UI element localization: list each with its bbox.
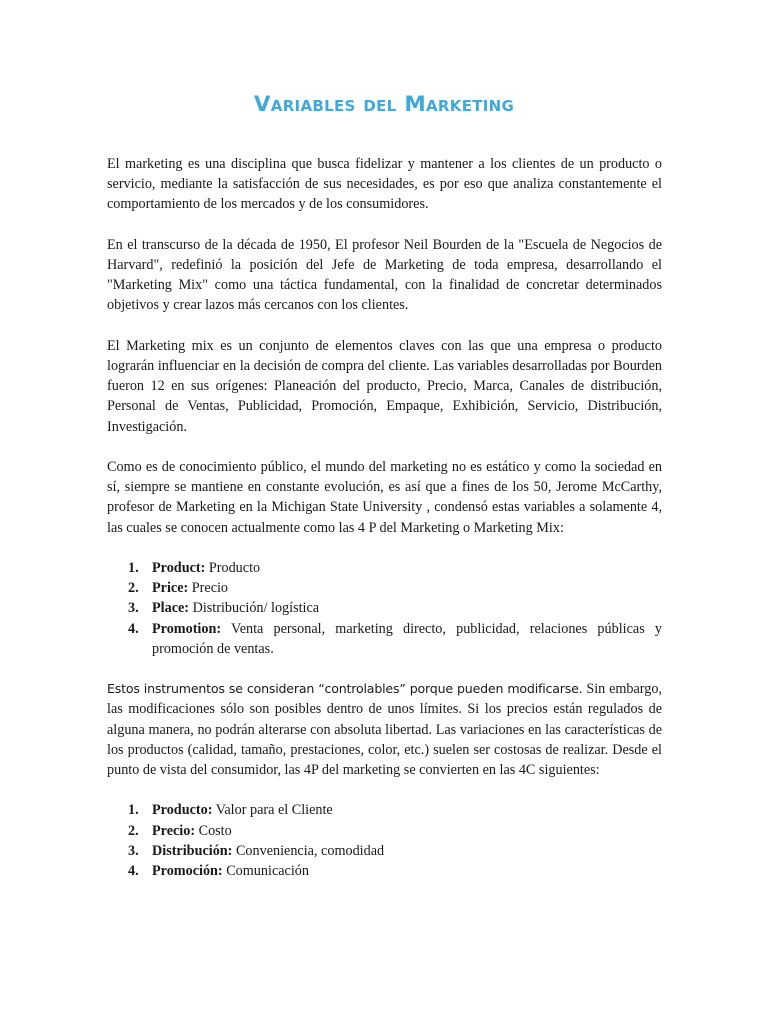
list-item <box>128 861 662 881</box>
list-term: Promotion: <box>152 620 222 637</box>
paragraph-controllable-rest: Sin embargo, las modificaciones sólo son posibles dentro de unos límites. Si los precios están regulados de alguna manera, no podrán alterarse con absoluta libertad. Las variaciones en las características de los productos (calidad, tamaño, prestaciones, color, etc.) suelen ser costosas de realizar. Desde el punto de vista del consumidor, las 4P del marketing se convierten en las 4C siguientes: <box>107 681 663 779</box>
list-number: 2. <box>128 580 139 597</box>
paragraph-marketing-mix: El Marketing mix es un conjunto de elementos claves con las que una empresa o producto lograrán influenciar en la decisión de compra del cliente. Las variables desarrolladas por Bourden fueron 12 en sus orígenes: Planeación del producto, Precio, Marca, Canales de distribución, Personal de Ventas, Publicidad, Promoción, Empaque, Exhibición, Servicio, Distribución, Investigación. <box>107 337 662 435</box>
list-number: 4. <box>128 620 139 637</box>
list-4p <box>107 558 662 659</box>
list-description: Precio <box>188 580 229 597</box>
list-term: Precio: <box>152 822 196 839</box>
list-item <box>128 598 662 618</box>
list-number: 3. <box>128 842 139 859</box>
list-item <box>128 800 662 820</box>
list-number: 1. <box>128 802 139 819</box>
list-description: Producto <box>205 560 261 576</box>
list-item <box>128 578 662 598</box>
list-item <box>128 558 662 578</box>
list-term: Place: <box>152 600 190 617</box>
list-number: 3. <box>128 600 139 617</box>
paragraph-history: En el transcurso de la década de 1950, El profesor Neil Bourden de la "Escuela de Negocios de Harvard", redefinió la posición del Jefe de Marketing de toda empresa, desarrollando el "Marketing Mix" como una táctica fundamental, con la finalidad de concretar determinados objetivos y crear lazos más cercanos con los clientes. <box>107 236 662 314</box>
list-4c <box>107 800 662 881</box>
list-description: Comunicación <box>222 863 309 880</box>
list-item <box>128 821 662 841</box>
list-description: Costo <box>195 822 232 839</box>
list-term: Producto: <box>152 802 213 819</box>
list-description: Venta personal, marketing directo, publicidad, relaciones públicas y promoción de ventas. <box>152 620 662 657</box>
paragraph-controllable-lead: Estos instrumentos se consideran “controlables” porque pueden modificarse. <box>107 681 583 697</box>
list-description: Distribución/ logística <box>189 600 320 617</box>
list-number: 4. <box>128 863 139 880</box>
list-description: Valor para el Cliente <box>212 802 333 819</box>
document-title: Variables del Marketing <box>253 92 515 117</box>
list-number: 1. <box>128 560 139 576</box>
paragraph-4p-intro: Como es de conocimiento público, el mundo del marketing no es estático y como la sociedad en sí, siempre se mantiene en constante evolución, es así que a fines de los 50, Jerome McCarthy, profesor de Marketing en la Michigan State University , condensó estas variables a solamente 4, las cuales se conocen actualmente como las 4 P del Marketing o Marketing Mix: <box>107 459 662 536</box>
list-term: Distribución: <box>152 842 233 859</box>
list-description: Conveniencia, comodidad <box>232 842 385 859</box>
paragraph-controllable <box>107 679 662 780</box>
list-term: Promoción: <box>152 863 223 880</box>
list-item <box>128 619 662 659</box>
document-body <box>107 154 662 901</box>
list-term: Product: <box>152 560 206 576</box>
list-term: Price: <box>152 580 189 597</box>
paragraph-intro: El marketing es una disciplina que busca fidelizar y mantener a los clientes de un producto o servicio, mediante la satisfacción de sus necesidades, es por eso que analiza constantemente el comportamiento de los mercados y de los consumidores. <box>107 156 662 213</box>
list-number: 2. <box>128 822 139 839</box>
list-item <box>128 841 662 861</box>
